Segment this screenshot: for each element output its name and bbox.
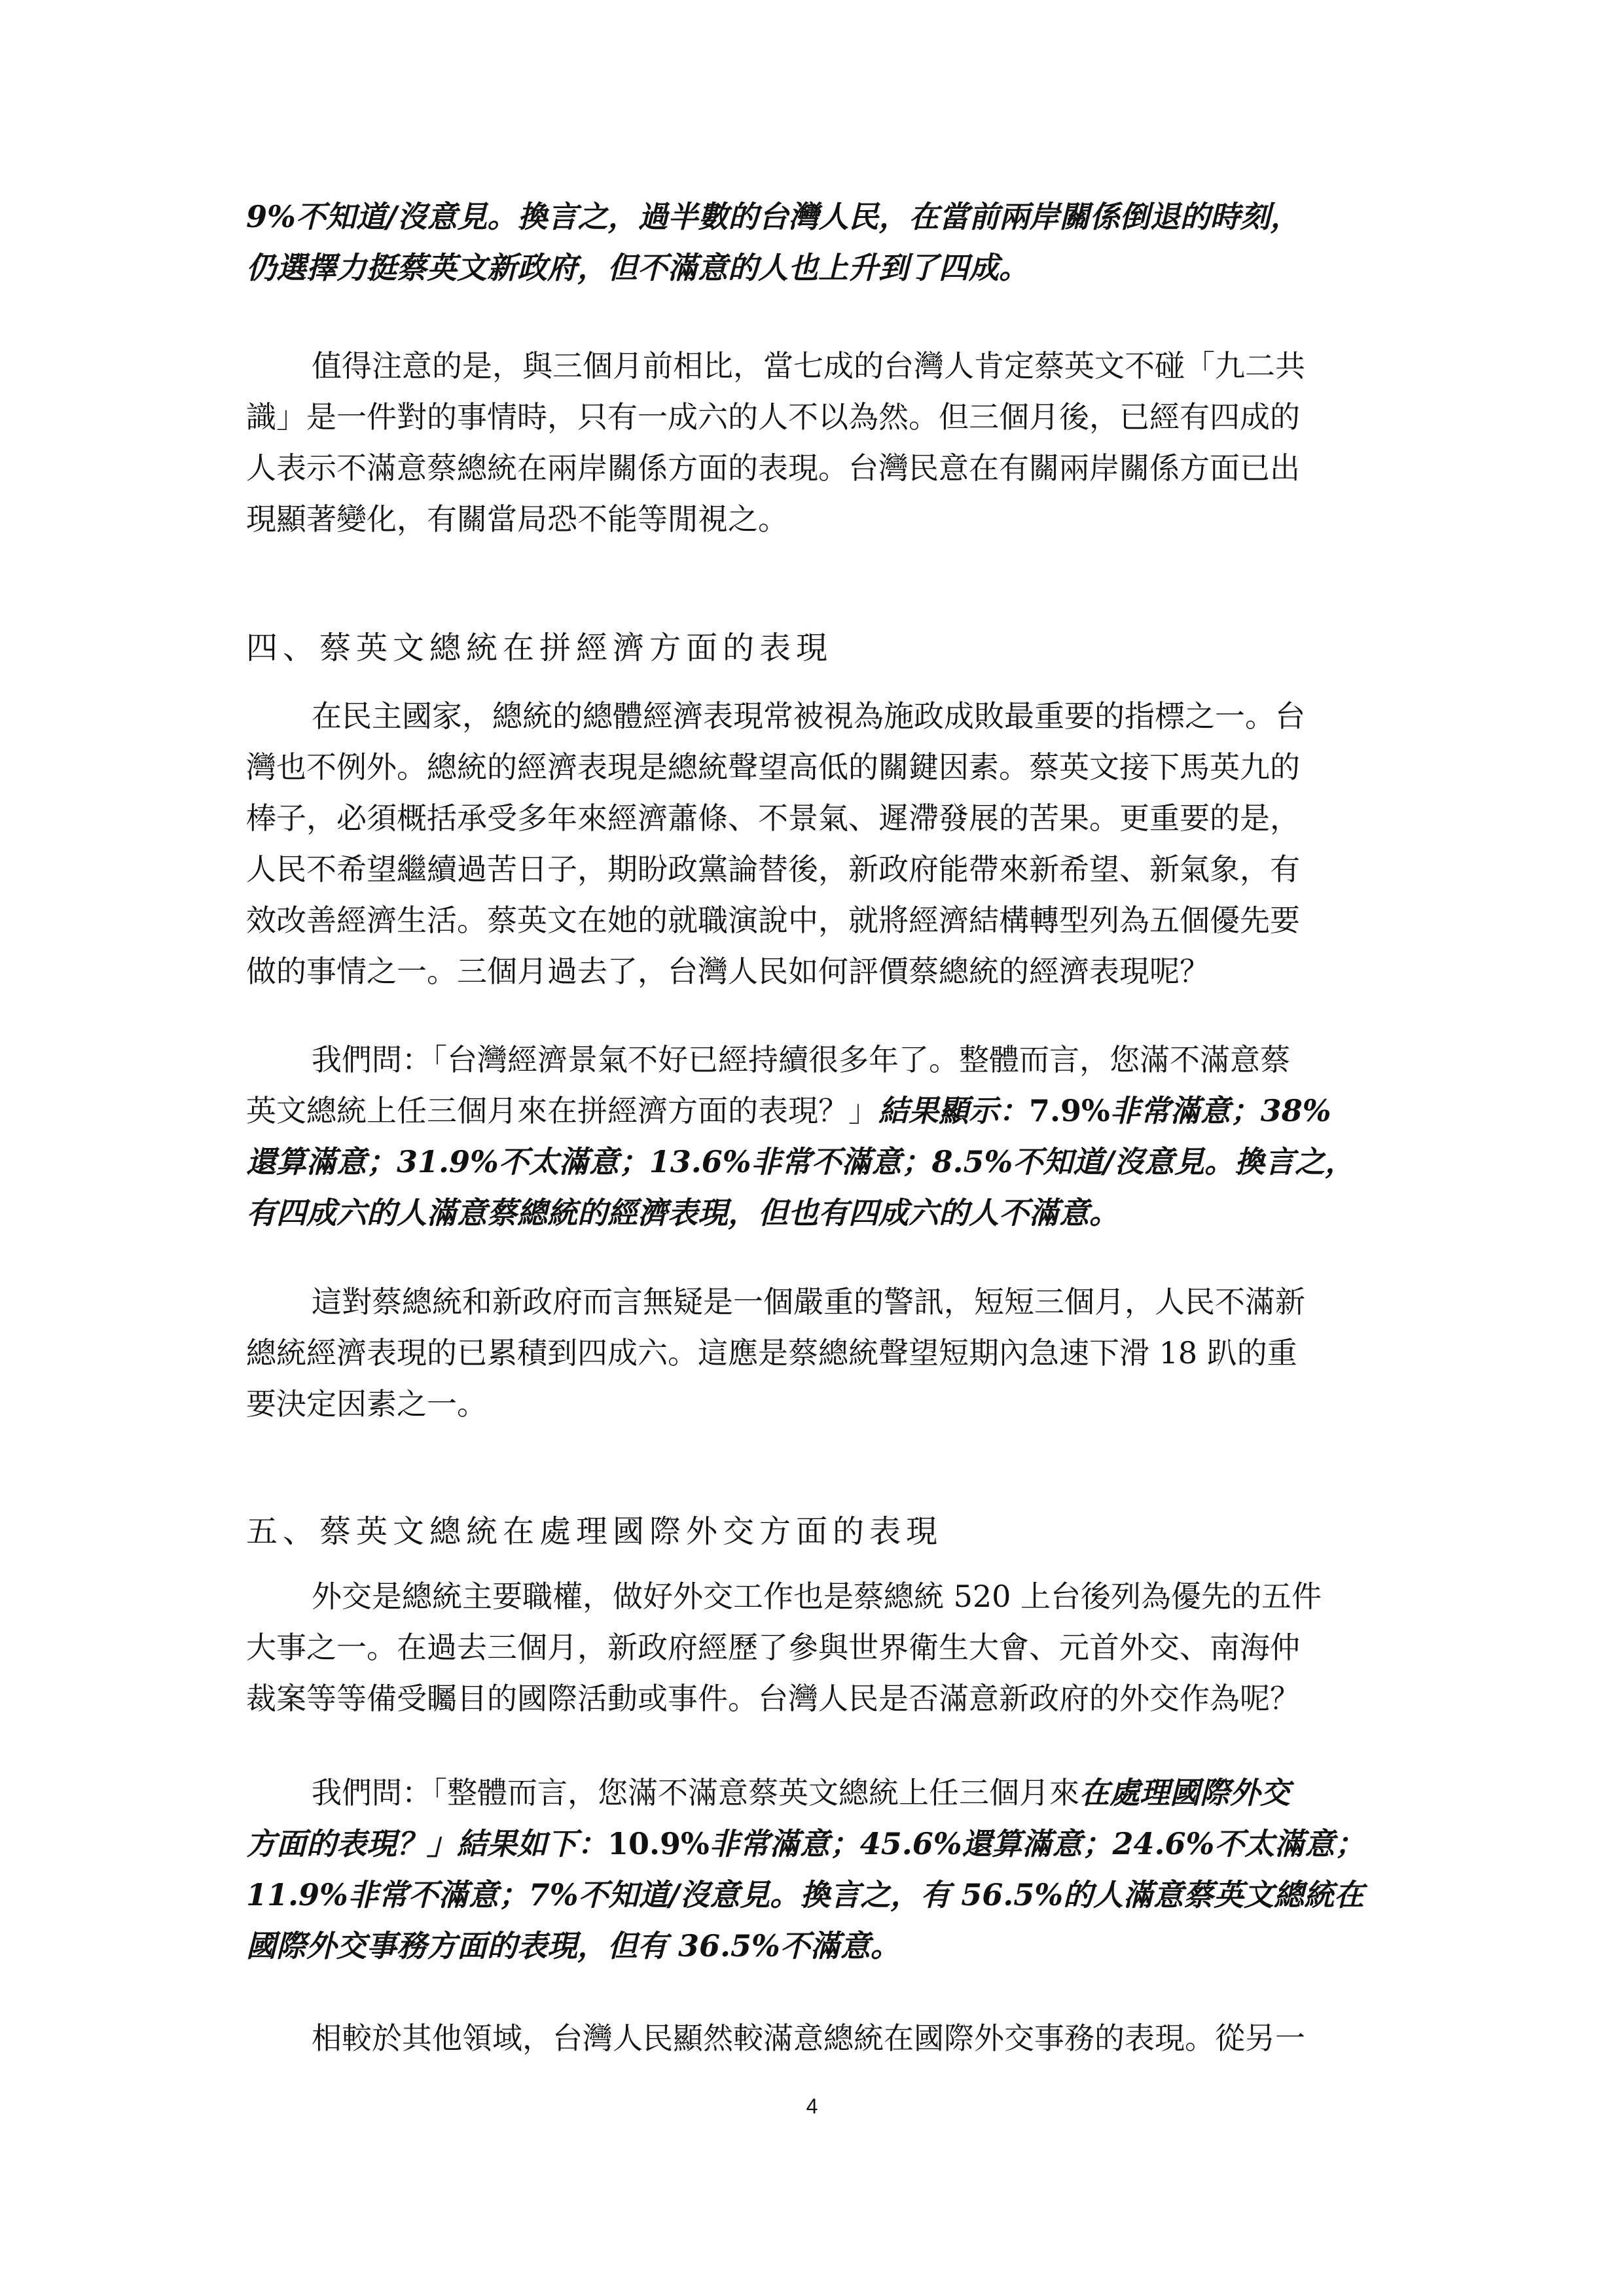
text-line: 現顯著變化，有關當局恐不能等閒視之。 <box>246 501 788 537</box>
text-line: 裁案等等備受矚目的國際活動或事件。台灣人民是否滿意新政府的外交作為呢？ <box>246 1681 1300 1716</box>
text-line: 做的事情之一。三個月過去了，台灣人民如何評價蔡總統的經濟表現呢？ <box>246 954 1210 989</box>
text-line: 我們問：「台灣經濟景氣不好已經持續很多年了。整體而言，您滿不滿意蔡 <box>312 1042 1290 1077</box>
text-line <box>246 1085 1379 1136</box>
text-line: 人民不希望繼續過苦日子，期盼政黨論替後，新政府能帶來新希望、新氣象，有 <box>246 852 1300 887</box>
text-line: 國際外交事務方面的表現，但有 36.5%不滿意。 <box>246 1928 901 1964</box>
text-span: 非常滿意；45.6%還算滿意；24.6%不太滿意； <box>709 1826 1365 1861</box>
text-line: 效改善經濟生活。蔡英文在她的就職演說中，就將經濟結構轉型列為五個優先要 <box>246 903 1300 938</box>
text-span: 在處理國際外交 <box>1079 1775 1290 1810</box>
section-heading-foreign-affairs: 五、蔡英文總統在處理國際外交方面的表現 <box>246 1513 943 1550</box>
text-line: 人表示不滿意蔡總統在兩岸關係方面的表現。台灣民意在有關兩岸關係方面已出 <box>246 450 1300 486</box>
text-line <box>246 1767 1379 1818</box>
text-line: 要決定因素之一。 <box>246 1386 487 1422</box>
text-span: 我們問：「整體而言，您滿不滿意蔡英文總統上任三個月來 <box>312 1775 1079 1810</box>
text-line: 相較於其他領域，台灣人民顯然較滿意總統在國際外交事務的表現。從另一 <box>312 2020 1305 2056</box>
text-line: 還算滿意；31.9%不太滿意；13.6%非常不滿意；8.5%不知道/沒意見。換言之， <box>246 1144 1356 1179</box>
text-line: 有四成六的人滿意蔡總統的經濟表現，但也有四成六的人不滿意。 <box>246 1195 1119 1230</box>
text-span: 英文總統上任三個月來在拼經濟方面的表現？」 <box>246 1093 878 1128</box>
text-span: 7.9% <box>1029 1093 1110 1128</box>
paragraph-foreign-survey <box>246 1767 1379 1971</box>
text-line: 這對蔡總統和新政府而言無疑是一個嚴重的警訊，短短三個月，人民不滿新 <box>312 1284 1305 1319</box>
paragraph-foreign-intro <box>246 1571 1379 1724</box>
text-line: 大事之一。在過去三個月，新政府經歷了參與世界衛生大會、元首外交、南海仲 <box>246 1630 1300 1665</box>
text-line: 值得注意的是，與三個月前相比，當七成的台灣人肯定蔡英文不碰「九二共 <box>312 348 1305 384</box>
text-line: 11.9%非常不滿意；7%不知道/沒意見。換言之，有 56.5%的人滿意蔡英文總統在 <box>246 1877 1365 1912</box>
section-heading-economy: 四、蔡英文總統在拼經濟方面的表現 <box>246 630 833 666</box>
text-line: 外交是總統主要職權，做好外交工作也是蔡總統 520 上台後列為優先的五件 <box>312 1579 1322 1614</box>
text-line: 在民主國家，總統的總體經濟表現常被視為施政成敗最重要的指標之一。台 <box>312 698 1305 734</box>
text-line: 識」是一件對的事情時，只有一成六的人不以為然。但三個月後，已經有四成的 <box>246 399 1300 435</box>
text-line <box>246 1818 1379 1869</box>
paragraph-economy-warning <box>246 1276 1379 1429</box>
text-span: 10.9% <box>607 1826 710 1861</box>
text-line: 仍選擇力挺蔡英文新政府，但不滿意的人也上升到了四成。 <box>246 250 1029 285</box>
text-line: 9%不知道/沒意見。換言之，過半數的台灣人民，在當前兩岸關係倒退的時刻， <box>246 199 1301 234</box>
page-number: 4 <box>806 2094 818 2118</box>
paragraph-economy-intro <box>246 691 1379 997</box>
text-line: 灣也不例外。總統的經濟表現是總統聲望高低的關鍵因素。蔡英文接下馬英九的 <box>246 749 1300 785</box>
text-line: 棒子，必須概括承受多年來經濟蕭條、不景氣、遲滯發展的苦果。更重要的是， <box>246 800 1300 836</box>
text-line: 總統經濟表現的已累積到四成六。這應是蔡總統聲望短期內急速下滑 18 趴的重 <box>246 1335 1297 1371</box>
paragraph-cross-strait-change <box>246 340 1379 545</box>
text-span: 結果顯示： <box>878 1093 1029 1128</box>
text-span: 方面的表現？」結果如下： <box>246 1826 607 1861</box>
text-span: 非常滿意；38% <box>1110 1093 1331 1128</box>
paragraph-continuation <box>246 191 1379 293</box>
paragraph-economy-survey <box>246 1034 1379 1238</box>
paragraph-comparison <box>246 2013 1379 2064</box>
